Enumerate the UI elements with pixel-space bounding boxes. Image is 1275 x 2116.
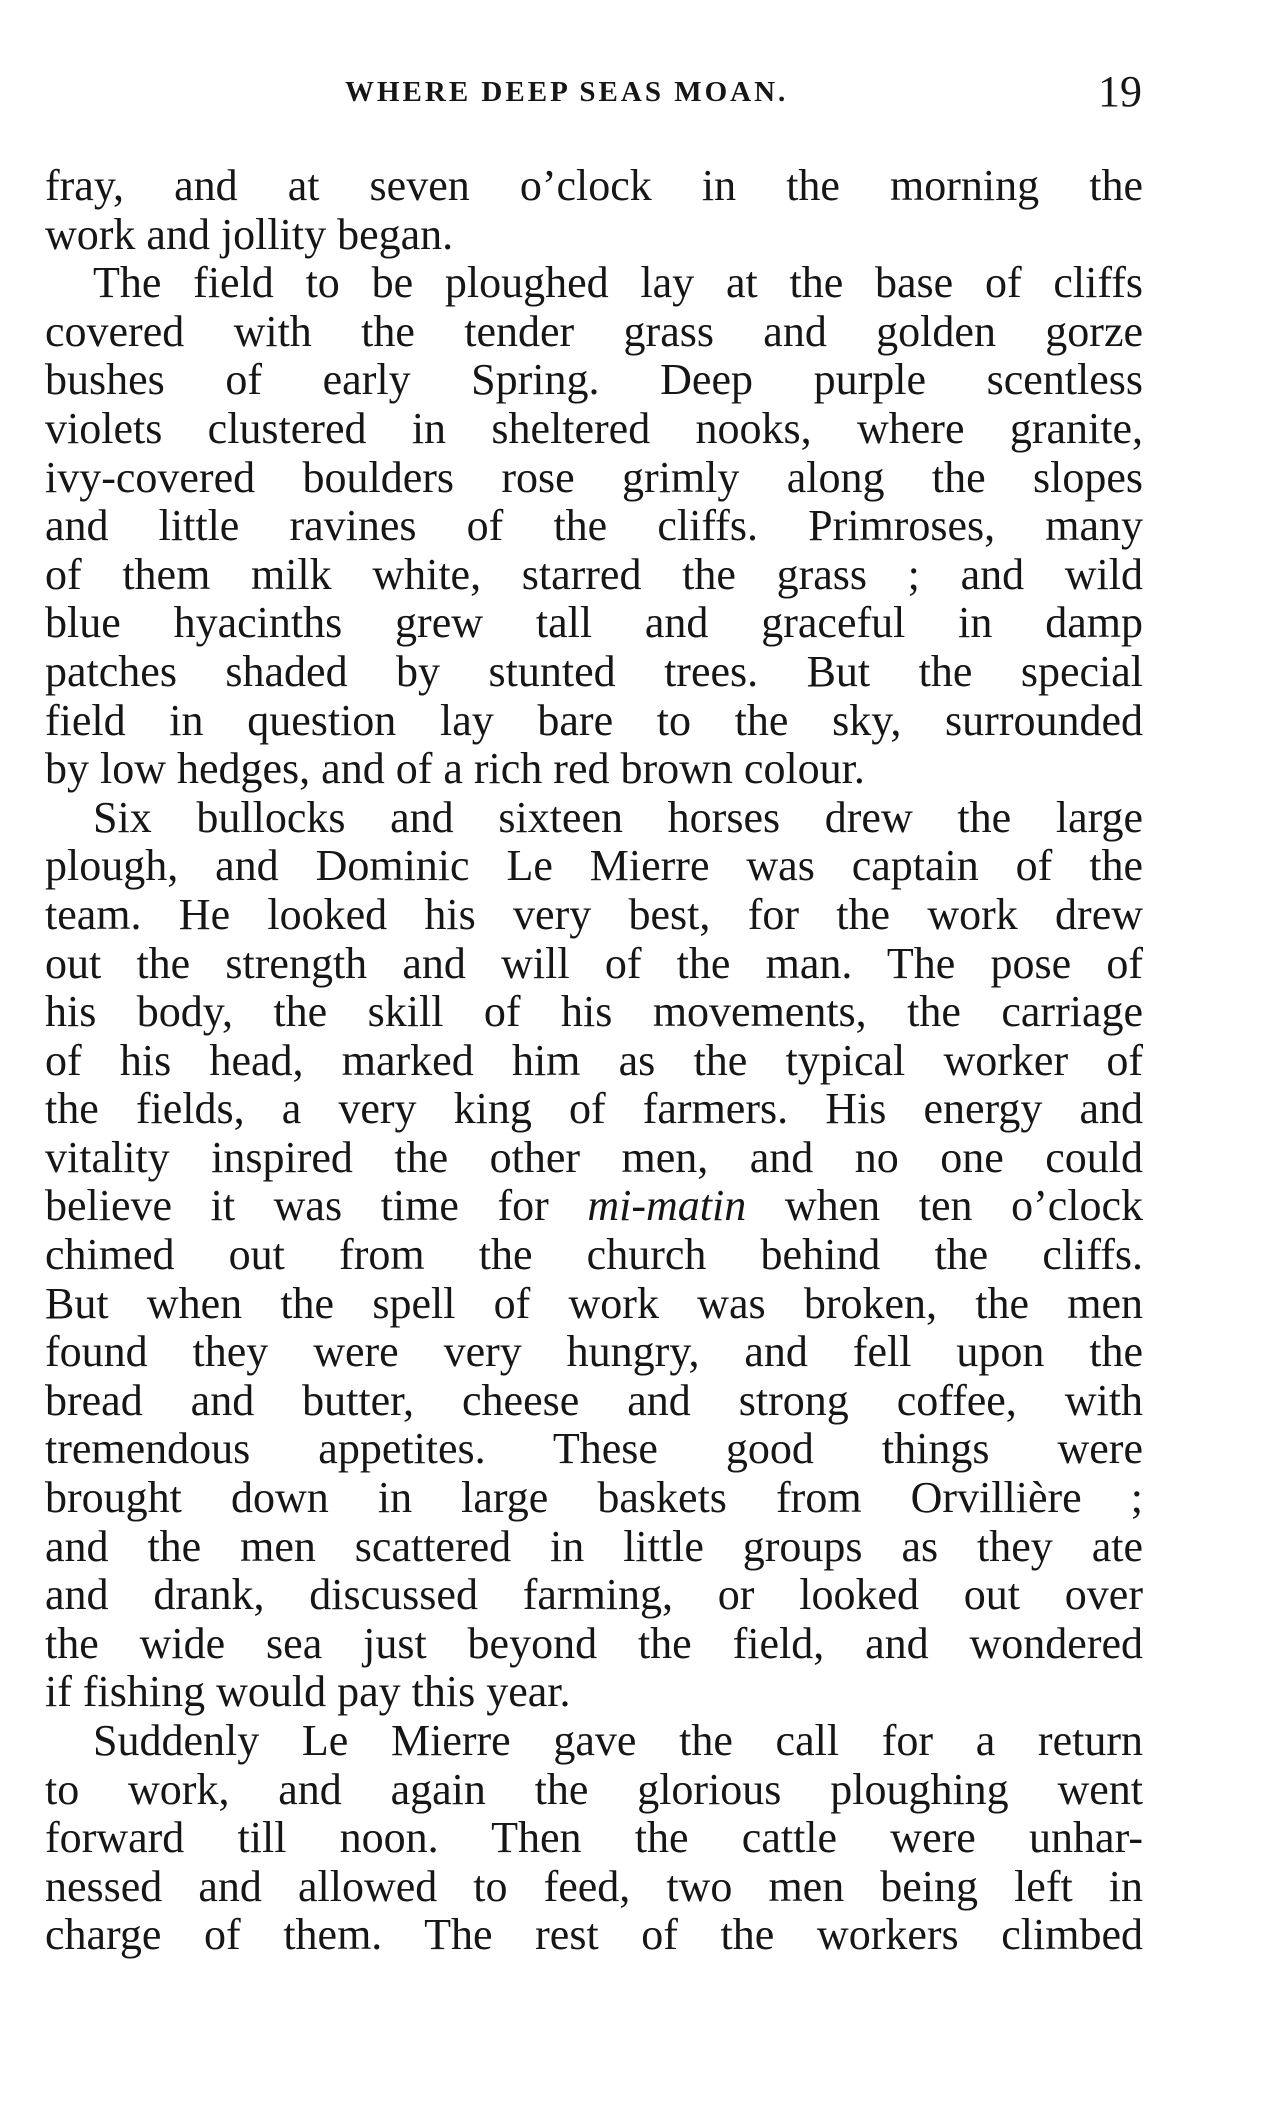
text-line: covered with the tender grass and golden gorze [45,307,1143,356]
text-line: Suddenly Le Mierre gave the call for a return [93,1717,1143,1765]
text-line: the wide sea just beyond the field, and wondered [45,1619,1143,1668]
text-line: nessed and allowed to feed, two men being left in [45,1862,1143,1911]
body-text [45,162,1143,1960]
page-number: 19 [1098,67,1142,116]
italic-phrase: mi-matin [587,1182,747,1231]
text-line: his body, the skill of his movements, the carriage [45,988,1143,1037]
text-line: team. He looked his very best, for the work drew [45,890,1143,939]
text-line: violets clustered in sheltered nooks, where granite, [45,404,1143,453]
text-line: the fields, a very king of farmers. His energy and [45,1085,1143,1134]
text-line: bread and butter, cheese and strong coffee, with [45,1376,1143,1425]
text-line: if fishing would pay this year. [45,1668,571,1717]
text-line: by low hedges, and of a rich red brown colour. [45,745,865,794]
paragraph-2 [45,259,1143,794]
paragraph-1 [45,162,1143,259]
paragraph-4 [45,1717,1143,1960]
text-line: chimed out from the church behind the cliffs. [45,1231,1143,1280]
text-line: Six bullocks and sixteen horses drew the large [93,793,1143,842]
text-line: fray, and at seven o’clock in the morning the [45,162,1143,210]
text-line-with-italic [45,1182,1143,1231]
text-line: brought down in large baskets from Orvillière ; [45,1474,1143,1523]
text-line-start: believe it was time for [45,1182,549,1231]
text-line: But when the spell of work was broken, the men [45,1279,1143,1328]
paragraph-3 [45,794,1143,1717]
text-line: of his head, marked him as the typical worker of [45,1036,1143,1085]
text-line: charge of them. The rest of the workers climbed [45,1911,1143,1960]
text-line: field in question lay bare to the sky, surrounded [45,696,1143,745]
text-line: ivy-covered boulders rose grimly along the slopes [45,453,1143,502]
text-line: patches shaded by stunted trees. But the special [45,647,1143,696]
text-line: blue hyacinths grew tall and graceful in damp [45,599,1143,648]
text-line: out the strength and will of the man. The pose of [45,939,1143,988]
text-line: and little ravines of the cliffs. Primroses, many [45,502,1143,551]
text-line: and drank, discussed farming, or looked out over [45,1571,1143,1620]
text-line: forward till noon. Then the cattle were unhar- [45,1814,1143,1863]
running-title: WHERE DEEP SEAS MOAN. [345,76,789,108]
text-line: The field to be ploughed lay at the base of cliffs [93,259,1143,308]
text-line-end: when ten o’clock [784,1182,1143,1231]
running-head [0,67,1275,122]
text-line: work and jollity began. [45,210,454,259]
text-line: to work, and again the glorious ploughing went [45,1765,1143,1814]
text-line: plough, and Dominic Le Mierre was captain of the [45,842,1143,891]
text-line: tremendous appetites. These good things were [45,1425,1143,1474]
text-line: vitality inspired the other men, and no one could [45,1133,1143,1182]
text-line: bushes of early Spring. Deep purple scentless [45,356,1143,405]
text-line: of them milk white, starred the grass ; and wild [45,550,1143,599]
text-line: found they were very hungry, and fell upon the [45,1328,1143,1377]
text-line: and the men scattered in little groups as they ate [45,1522,1143,1571]
